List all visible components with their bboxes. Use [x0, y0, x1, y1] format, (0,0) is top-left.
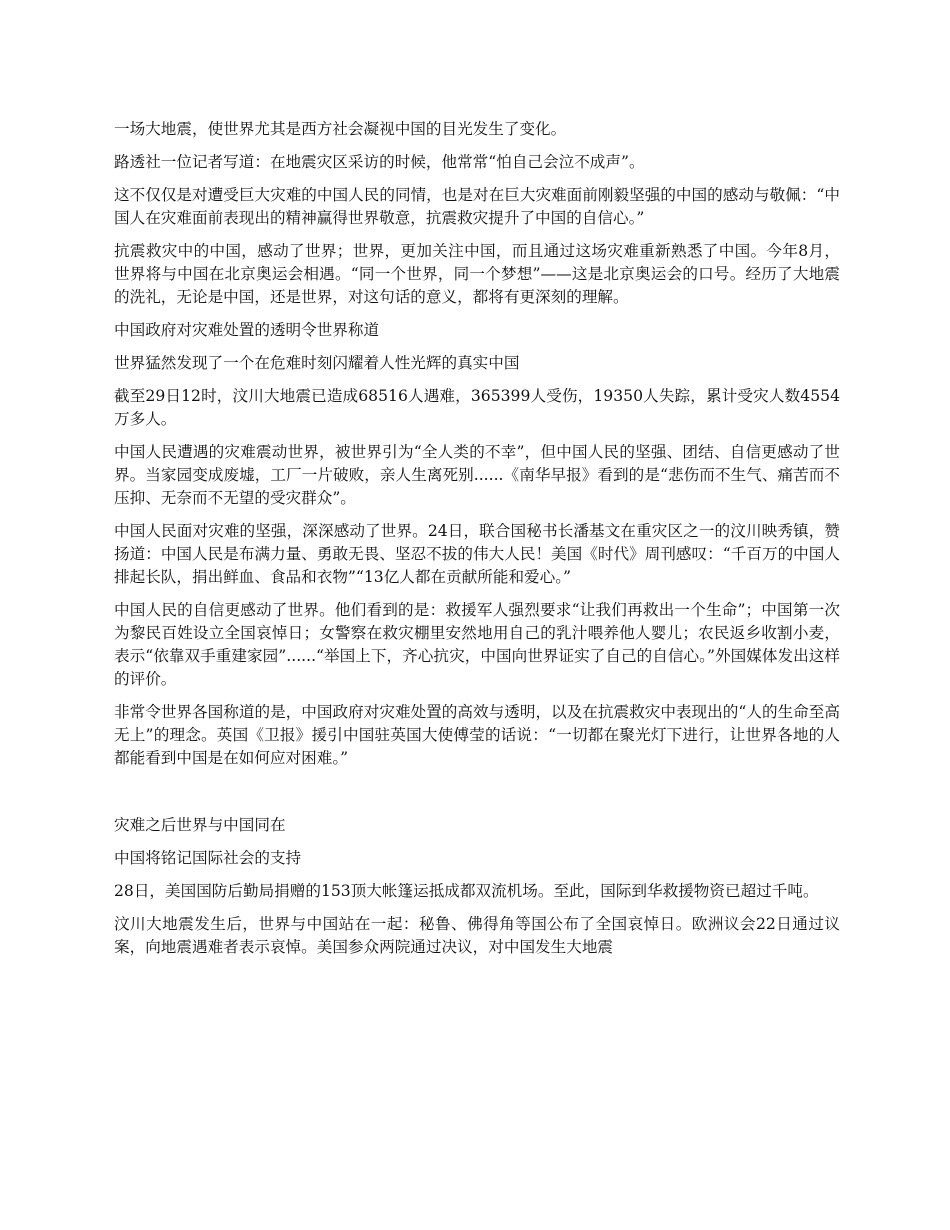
- paragraph: 汶川大地震发生后，世界与中国站在一起：秘鲁、佛得角等国公布了全国哀悼日。欧洲议会22日通过议案，向地震遇难者表示哀悼。美国参众两院通过决议，对中国发生大地震: [114, 915, 840, 956]
- section-spacer: [114, 780, 840, 814]
- paragraph: 28日，美国国防后勤局捐赠的153顶大帐篷运抵成都双流机场。至此，国际到华救援物资已超过千吨。: [114, 882, 819, 900]
- section-heading: 灾难之后世界与中国同在: [114, 816, 286, 834]
- section-subheading: 中国将铭记国际社会的支持: [114, 849, 302, 867]
- paragraph: 路透社一位记者写道：在地震灾区采访的时候，他常常“怕自己会泣不成声”。: [114, 153, 645, 171]
- section-heading: 中国政府对灾难处置的透明令世界称道: [114, 321, 380, 339]
- paragraph: 一场大地震，使世界尤其是西方社会凝视中国的目光发生了变化。: [114, 120, 567, 138]
- paragraph: 中国人民面对灾难的坚强，深深感动了世界。24日，联合国秘书长潘基文在重灾区之一的汶川映秀镇，赞扬道：中国人民是布满力量、勇敢无畏、坚忍不拔的伟大人民！美国《时代》周刊感叹：“千百万的中国人排起长队，捐出鲜血、食品和衣物”“13亿人都在贡献所能和爱心。”: [114, 522, 840, 586]
- section-subheading: 世界猛然发现了一个在危难时刻闪耀着人性光辉的真实中国: [114, 354, 520, 372]
- paragraph: 抗震救灾中的中国，感动了世界；世界，更加关注中国，而且通过这场灾难重新熟悉了中国。今年8月，世界将与中国在北京奥运会相遇。“同一个世界，同一个梦想”——这是北京奥运会的口号。经历了大地震的洗礼，无论是中国，还是世界，对这句话的意义，都将有更深刻的理解。: [114, 242, 840, 306]
- article-body: [114, 118, 840, 969]
- paragraph: 截至29日12时，汶川大地震已造成68516人遇难，365399人受伤，19350人失踪，累计受灾人数4554万多人。: [114, 387, 840, 428]
- paragraph: 中国人民的自信更感动了世界。他们看到的是：救援军人强烈要求“让我们再救出一个生命”；中国第一次为黎民百姓设立全国哀悼日；女警察在救灾棚里安然地用自己的乳汁喂养他人婴儿；农民返乡收割小麦，表示“依靠双手重建家园”......“举国上下，齐心抗灾，中国向世界证实了自己的自信心。”外国媒体发出这样的评价。: [114, 601, 840, 688]
- paragraph: 非常令世界各国称道的是，中国政府对灾难处置的高效与透明，以及在抗震救灾中表现出的“人的生命至高无上”的理念。英国《卫报》援引中国驻英国大使傅莹的话说：“一切都在聚光灯下进行，让世界各地的人都能看到中国是在如何应对困难。”: [114, 703, 840, 767]
- paragraph: 这不仅仅是对遭受巨大灾难的中国人民的同情，也是对在巨大灾难面前刚毅坚强的中国的感动与敬佩：“中国人在灾难面前表现出的精神赢得世界敬意，抗震救灾提升了中国的自信心。”: [114, 186, 840, 227]
- paragraph: 中国人民遭遇的灾难震动世界，被世界引为“全人类的不幸”，但中国人民的坚强、团结、自信更感动了世界。当家园变成废墟，工厂一片破败，亲人生离死别......《南华早报》看到的是“悲伤而不生气、痛苦而不压抑、无奈而不无望的受灾群众”。: [114, 443, 840, 507]
